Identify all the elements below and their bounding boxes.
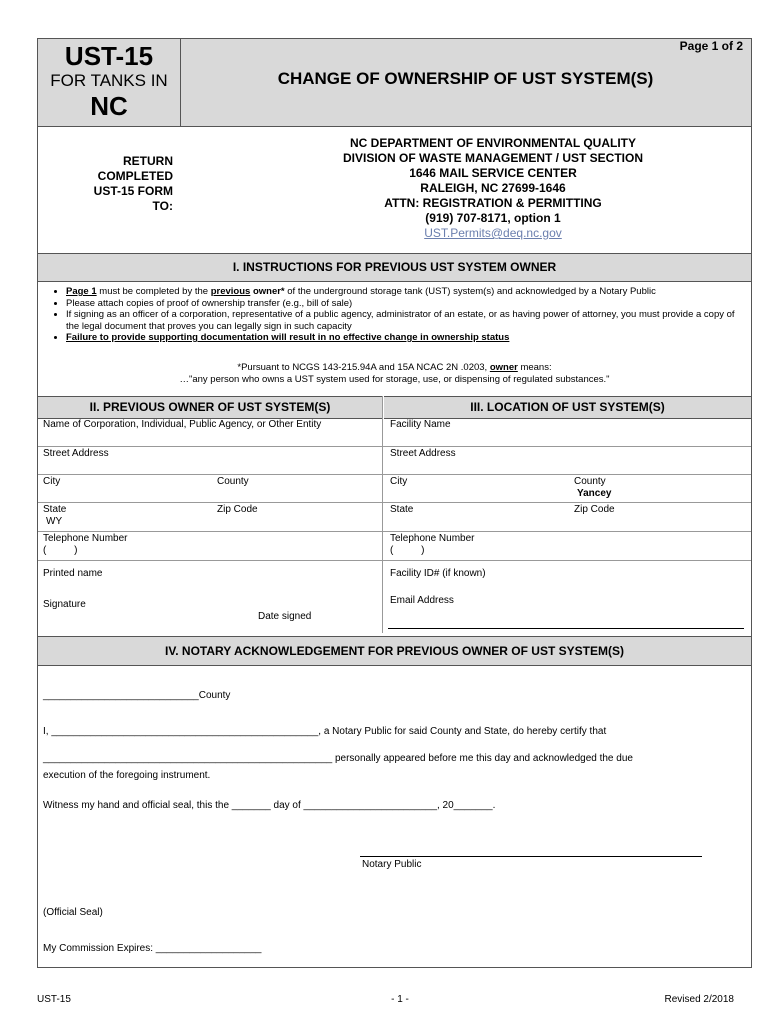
- return-address: [268, 136, 718, 241]
- section-3-header: III. LOCATION OF UST SYSTEM(S): [384, 396, 751, 419]
- zip-field[interactable]: Zip Code: [217, 504, 258, 515]
- column-divider: [382, 396, 383, 633]
- section-4-header: IV. NOTARY ACKNOWLEDGEMENT FOR PREVIOUS OWNER OF UST SYSTEM(S): [38, 636, 751, 666]
- instruction-item: • Page 1 must be completed by the previous owner* of the underground storage tank (UST) system(s) and acknowledged by a Notary Public: [66, 286, 746, 298]
- location-telephone-value: ( ): [390, 545, 425, 556]
- owner-definition: *Pursuant to NCGS 143-215.94A and 15A NCAC 2N .0203, owner means: …"any person who owns a UST system used for storage, use, or dispensing of regulated substances.": [179, 362, 610, 385]
- facility-id-field[interactable]: Facility ID# (if known): [390, 568, 486, 579]
- location-zip-field[interactable]: Zip Code: [574, 504, 615, 515]
- telephone-value: ( ): [43, 545, 78, 556]
- row-divider: [38, 531, 751, 532]
- date-signed-field[interactable]: Date signed: [258, 611, 312, 622]
- location-county-label: County: [574, 476, 606, 487]
- footer-form-code: UST-15: [37, 994, 71, 1005]
- address-line: DIVISION OF WASTE MANAGEMENT / UST SECTION: [342, 151, 643, 165]
- facility-name-field[interactable]: Facility Name: [390, 419, 451, 430]
- form-header: [38, 39, 751, 127]
- email-address-field[interactable]: Email Address: [390, 595, 454, 606]
- page-number: Page 1 of 2: [679, 39, 743, 53]
- section-2-header: II. PREVIOUS OWNER OF UST SYSTEM(S): [38, 396, 382, 419]
- county-field[interactable]: County: [217, 476, 249, 487]
- state-field[interactable]: [43, 504, 66, 528]
- instructions-list: [46, 286, 746, 344]
- row-divider: [38, 502, 751, 503]
- printed-name-field[interactable]: Printed name: [43, 568, 103, 579]
- footer-revision: Revised 2/2018: [664, 994, 734, 1005]
- instruction-item: • Failure to provide supporting documentation will result in no effective change in ownership status: [66, 332, 746, 344]
- notary-certify-line[interactable]: I, ________________________________________________, a Notary Public for said County and State, do hereby certify that: [43, 726, 607, 737]
- location-county-value: Yancey: [577, 488, 612, 499]
- notary-county-line[interactable]: ____________________________County: [43, 690, 231, 701]
- instruction-item: • Please attach copies of proof of ownership transfer (e.g., bill of sale): [66, 298, 746, 310]
- street-address-field[interactable]: Street Address: [43, 448, 109, 459]
- address-line: 1646 MAIL SERVICE CENTER: [409, 166, 577, 180]
- location-telephone-field[interactable]: [390, 533, 475, 557]
- for-tanks-in: FOR TANKS IN: [50, 71, 168, 90]
- state-value: WY: [46, 516, 63, 527]
- row-divider: [38, 446, 751, 447]
- location-state-field[interactable]: State: [390, 504, 414, 515]
- address-line: (919) 707-8171, option 1: [425, 211, 561, 225]
- form-title: CHANGE OF OWNERSHIP OF UST SYSTEM(S): [277, 69, 654, 88]
- commission-expires-line[interactable]: My Commission Expires: ___________________: [43, 943, 262, 954]
- official-seal-label: (Official Seal): [43, 907, 103, 918]
- signature-field[interactable]: Signature: [43, 599, 86, 610]
- section-1-header: I. INSTRUCTIONS FOR PREVIOUS UST SYSTEM OWNER: [38, 253, 751, 282]
- location-county-field[interactable]: [574, 476, 611, 500]
- form-logo-box: [38, 39, 181, 126]
- entity-name-field[interactable]: Name of Corporation, Individual, Public Agency, or Other Entity: [43, 419, 322, 430]
- form-page: [37, 38, 752, 968]
- row-divider: [38, 474, 751, 475]
- email-link[interactable]: UST.Permits@deq.nc.gov: [424, 226, 562, 240]
- instruction-item: • If signing as an officer of a corporation, representative of a public agency, administrator of an estate, or as having power of attorney, you must provide a copy of the legal document that proves you can legally sign in such capacity: [66, 309, 746, 332]
- notary-public-label: Notary Public: [362, 859, 422, 870]
- notary-witness-line[interactable]: Witness my hand and official seal, this the _______ day of ________________________, 20_______.: [43, 800, 496, 811]
- notary-appeared-line[interactable]: ____________________________________________________ personally appeared before me this day and acknowledged the due: [43, 753, 633, 764]
- return-label: RETURN COMPLETED UST-15 FORM TO:: [93, 154, 173, 213]
- location-city-field[interactable]: City: [390, 476, 408, 487]
- row-divider: [38, 560, 751, 561]
- notary-execution-line: execution of the foregoing instrument.: [43, 770, 211, 781]
- address-line: RALEIGH, NC 27699-1646: [420, 181, 566, 195]
- footer-page-number: - 1 -: [391, 994, 409, 1005]
- email-underline: [388, 628, 744, 629]
- notary-signature-line[interactable]: [360, 856, 702, 857]
- state-code: NC: [90, 91, 128, 121]
- telephone-field[interactable]: [43, 533, 128, 557]
- location-telephone-label: Telephone Number: [390, 533, 475, 544]
- address-line: NC DEPARTMENT OF ENVIRONMENTAL QUALITY: [350, 136, 636, 150]
- location-street-field[interactable]: Street Address: [390, 448, 456, 459]
- address-line: ATTN: REGISTRATION & PERMITTING: [384, 196, 602, 210]
- state-label: State: [43, 504, 67, 515]
- city-field[interactable]: City: [43, 476, 61, 487]
- telephone-label: Telephone Number: [43, 533, 128, 544]
- form-code: UST-15: [64, 41, 154, 71]
